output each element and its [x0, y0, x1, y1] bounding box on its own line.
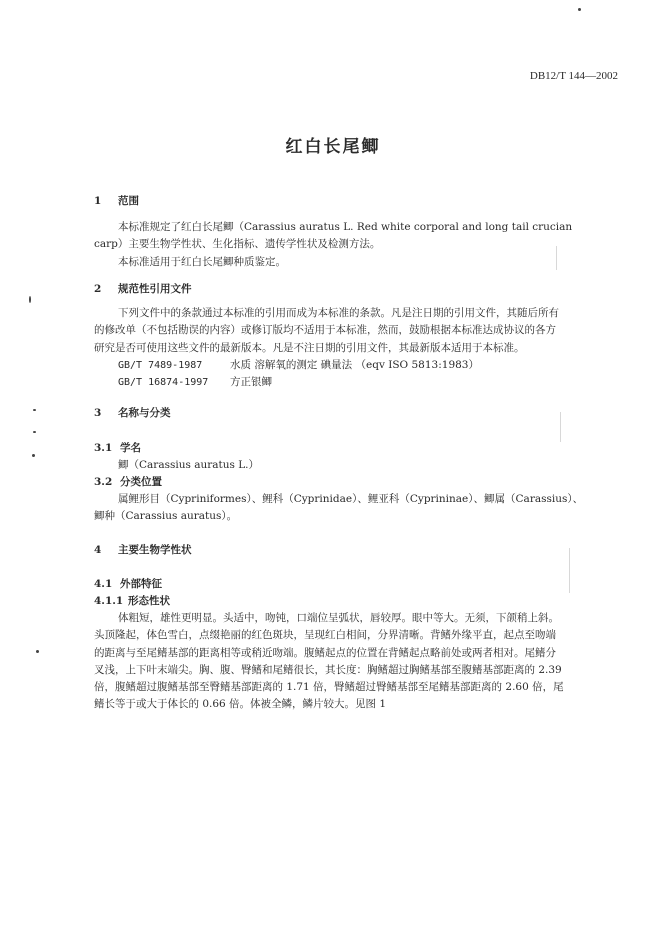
scan-line — [560, 412, 561, 442]
reference-name: 方正银鲫 — [230, 376, 272, 389]
section-title: 范围 — [118, 195, 139, 207]
text-line: 鲫种（Carassius auratus）。 — [94, 510, 238, 523]
section-number: 3 — [94, 407, 102, 419]
subsection-4-1-1-heading — [94, 593, 170, 608]
scan-speck — [33, 409, 36, 411]
subsection-title: 形态性状 — [128, 595, 170, 607]
subsection-title: 外部特征 — [120, 578, 162, 590]
scan-speck — [578, 8, 581, 11]
text-line: 属鲤形目（Cypriniformes）、鲤科（Cyprinidae）、鲤亚科（Cyprininae）、鲫属（Carassius）、 — [118, 493, 584, 505]
text-line: 鳍长等于或大于体长的 0.66 倍。体被全鳞，鳞片较大。见图 1 — [94, 698, 387, 711]
standard-number: DB12/T 144—2002 — [529, 70, 618, 82]
section-title: 规范性引用文件 — [118, 283, 192, 295]
subsection-4-1-1-body — [94, 610, 624, 714]
text-line: 研究是否可使用这些文件的最新版本。凡是不注日期的引用文件，其最新版本适用于本标准。 — [94, 341, 525, 354]
section-4-heading — [94, 542, 192, 557]
section-2-heading — [94, 281, 192, 296]
text-line: carp）主要生物学性状、生化指标、遗传学性状及检测方法。 — [94, 238, 381, 251]
text-line: 下列文件中的条款通过本标准的引用而成为本标准的条款。凡是注日期的引用文件，其随后所有 — [118, 307, 559, 319]
normative-reference — [94, 374, 624, 391]
subsection-number: 3.1 — [94, 442, 113, 454]
reference-code: GB/T 7489-1987 — [118, 359, 203, 371]
text-line: 本标准规定了红白长尾鲫（Carassius auratus L. Red white corporal and long tail crucian — [118, 221, 573, 233]
section-title: 名称与分类 — [118, 407, 171, 419]
scan-speck — [36, 650, 39, 653]
text-line: 本标准适用于红白长尾鲫种质鉴定。 — [118, 255, 286, 268]
document-title: 红白长尾鲫 — [285, 137, 381, 157]
subsection-3-2-body — [94, 491, 624, 526]
reference-code: GB/T 16874-1997 — [118, 377, 209, 389]
text-line: 的距离与至尾鳍基部的距离相等或稍近吻端。腹鳍起点的位置在背鳍起点略前处或两者相对。尾鳍分 — [94, 646, 556, 659]
subsection-number: 4.1.1 — [94, 595, 124, 607]
text-line: 叉浅，上下叶末端尖。胸、腹、臀鳍和尾鳍很长，其长度：胸鳍超过胸鳍基部至腹鳍基部距离的 2.39 — [94, 663, 562, 676]
reference-name: 水质 溶解氧的测定 碘量法 （eqv ISO 5813:1983） — [230, 358, 479, 371]
section-number: 4 — [94, 544, 102, 556]
scientific-name: 鲫（Carassius auratus L.） — [118, 459, 260, 471]
section-2-body — [94, 305, 624, 391]
section-number: 1 — [94, 195, 102, 207]
subsection-3-1-heading — [94, 440, 141, 455]
normative-reference — [94, 357, 624, 374]
subsection-4-1-heading — [94, 576, 162, 591]
section-1-heading — [94, 193, 139, 208]
section-1-body — [94, 219, 624, 271]
scan-speck — [29, 296, 31, 303]
text-line: 倍，腹鳍超过腹鳍基部至臀鳍基部距离的 1.71 倍，臀鳍超过臀鳍基部至尾鳍基部距离的 2.60 倍，尾 — [94, 681, 564, 694]
scan-speck — [33, 431, 36, 433]
text-line: 头顶隆起，体色雪白，点缀艳丽的红色斑块，呈现红白相间，分界清晰。背鳍外缘平直，起点至吻端 — [94, 629, 556, 642]
scan-line — [569, 548, 570, 593]
section-number: 2 — [94, 283, 102, 295]
subsection-number: 4.1 — [94, 578, 113, 590]
subsection-number: 3.2 — [94, 476, 113, 488]
text-line: 体粗短，雄性更明显。头适中，吻钝，口端位呈弧状，唇较厚。眼中等大。无须，下颌稍上斜。 — [118, 612, 559, 624]
section-3-heading — [94, 405, 171, 420]
subsection-3-2-heading — [94, 474, 162, 489]
scan-speck — [32, 454, 35, 457]
subsection-title: 分类位置 — [120, 476, 162, 488]
subsection-title: 学名 — [120, 442, 141, 454]
text-line: 的修改单（不包括勘误的内容）或修订版均不适用于本标准，然而，鼓励根据本标准达成协议的各方 — [94, 324, 556, 337]
section-title: 主要生物学性状 — [118, 544, 192, 556]
